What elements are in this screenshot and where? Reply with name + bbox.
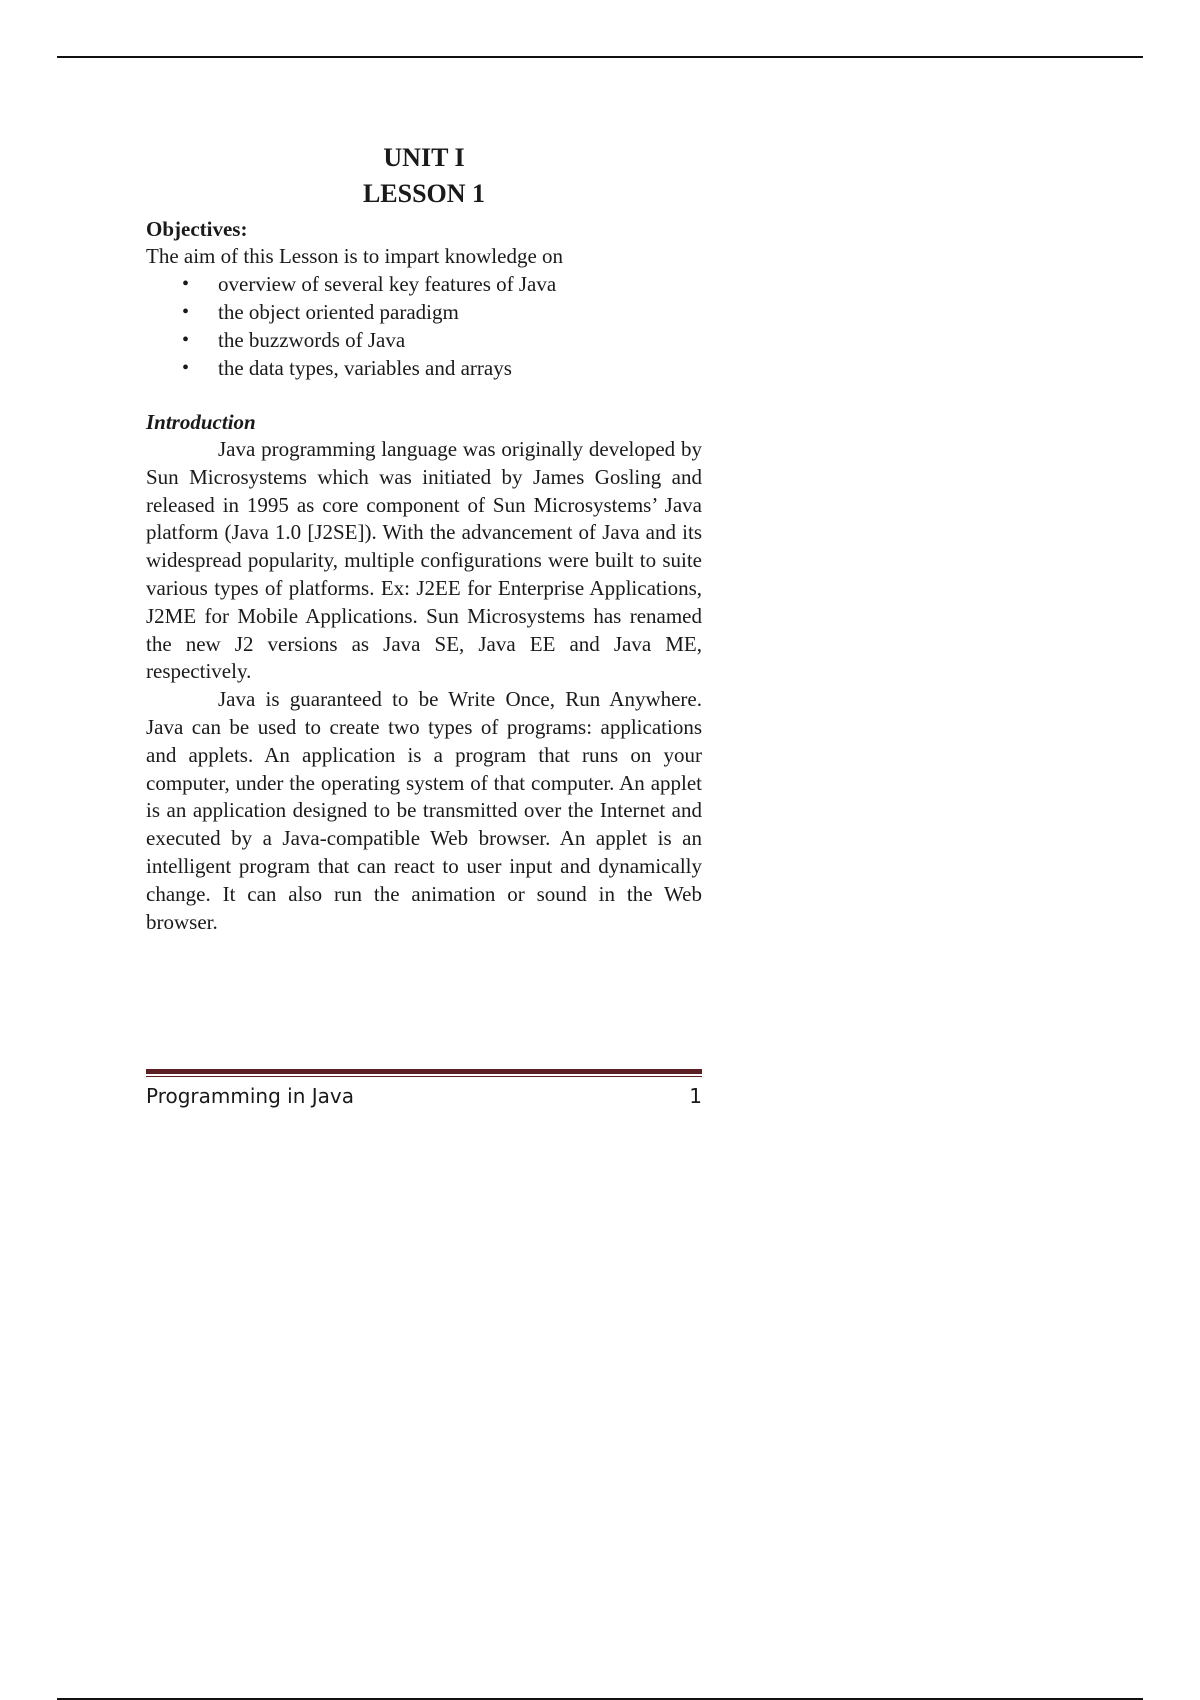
objectives-lead: The aim of this Lesson is to impart knowledge on: [146, 244, 564, 268]
objectives-list: [146, 270, 702, 382]
lesson-title: LESSON 1: [362, 179, 486, 208]
introduction-heading: Introduction: [146, 410, 256, 434]
footer-book-title: Programming in Java: [146, 1084, 354, 1108]
objective-text: the object oriented paradigm: [218, 300, 459, 324]
objective-text: overview of several key features of Java: [218, 272, 557, 296]
bullet-icon: •: [182, 301, 190, 323]
objective-item: [146, 354, 702, 382]
footer-rule-thin: [146, 1076, 702, 1077]
objective-text: the data types, variables and arrays: [218, 356, 512, 380]
bullet-icon: •: [182, 273, 190, 295]
page-top-rule: [57, 56, 1143, 58]
footer-row: [146, 1082, 702, 1110]
page-footer: [146, 1069, 702, 1110]
footer-page-number: 1: [689, 1084, 702, 1108]
objectives-heading: Objectives:: [146, 217, 248, 241]
lesson-content: [146, 140, 702, 936]
objective-item: [146, 326, 702, 354]
unit-title: UNIT I: [383, 143, 465, 172]
objective-item: [146, 270, 702, 298]
objective-text: the buzzwords of Java: [218, 328, 406, 352]
bullet-icon: •: [182, 329, 190, 351]
bullet-icon: •: [182, 357, 190, 379]
introduction-paragraph: Java is guaranteed to be Write Once, Run Anywhere. Java can be used to create two types of programs: applications and applets. An application is a program that runs on your computer, under the operating system of that computer. An applet is an application designed to be transmitted over the Internet and executed by a Java-compatible Web browser. An applet is an intelligent program that can react to user input and dynamically change. It can also run the animation or sound in the Web browser.: [146, 687, 702, 934]
objective-item: [146, 298, 702, 326]
footer-rule: [146, 1069, 702, 1074]
introduction-paragraph: Java programming language was originally developed by Sun Microsystems which was initiated by James Gosling and released in 1995 as core component of Sun Microsystems’ Java platform (Java 1.0 [J2SE]). With the advancement of Java and its widespread popularity, multiple configurations were built to suite various types of platforms. Ex: J2EE for Enterprise Applications, J2ME for Mobile Applications. Sun Microsystems has renamed the new J2 versions as Java SE, Java EE and Java ME, respectively.: [146, 437, 702, 684]
